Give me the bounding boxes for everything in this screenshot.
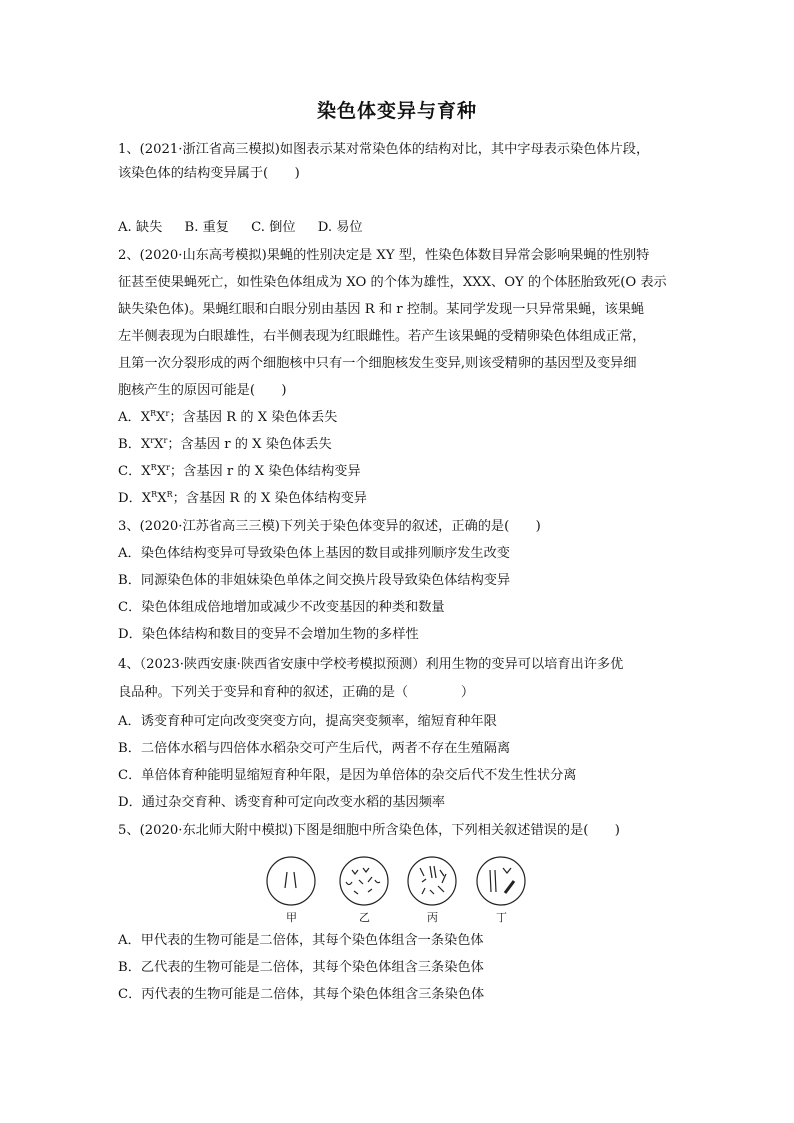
q2-stem-line-2: 征甚至使果蝇死亡，如性染色体组成为 XO 的个体为雄性，XXX、OY 的个体胚胎致死(O 表示	[118, 275, 667, 290]
q3-stem: 3、(2020·江苏省高三三模)下列关于染色体变异的叙述，正确的是( )	[118, 519, 541, 534]
cell-jia	[267, 857, 315, 905]
q2-option-b: B．$X^rX^r$；含基因 r 的 X 染色体丢失	[118, 436, 332, 452]
q2-stem-line-3: 缺失染色体)。果蝇红眼和白眼分别由基因 R 和 r 控制。某同学发现一只异常果蝇，该果蝇	[118, 302, 645, 317]
q5-option-a: A．甲代表的生物可能是二倍体，其每个染色体组含一条染色体	[118, 933, 484, 948]
chromosome-cells-figure	[262, 852, 532, 922]
q2-option-d: D．$X^RX^R$；含基因 R 的 X 染色体结构变异	[118, 490, 367, 506]
cell-bing	[408, 857, 456, 905]
caption-bing: 丙	[427, 911, 438, 924]
q1-option-d: D. 易位	[317, 220, 363, 235]
q4-option-c: C．单倍体育种能明显缩短育种年限，是因为单倍体的杂交后代不发生性状分离	[118, 768, 577, 783]
q1-option-a: A. 缺失	[118, 220, 163, 235]
caption-ding: 丁	[496, 911, 507, 924]
q2-stem-line-1: 2、(2020·山东高考模拟)果蝇的性别决定是 XY 型，性染色体数目异常会影响果蝇的性别特	[118, 248, 650, 263]
q3-option-d: D．染色体结构和数目的变异不会增加生物的多样性	[118, 627, 419, 642]
q1-option-b: B. 重复	[184, 220, 229, 235]
q5-option-c: C．丙代表的生物可能是二倍体，其每个染色体组含三条染色体	[118, 987, 485, 1002]
q2-stem-line-4: 左半侧表现为白眼雄性，右半侧表现为红眼雌性。若产生该果蝇的受精卵染色体组成正常，	[118, 329, 646, 344]
q3-option-a: A．染色体结构变异可导致染色体上基因的数目或排列顺序发生改变	[118, 546, 510, 561]
page-title: 染色体变异与育种	[316, 100, 477, 122]
q1-options	[118, 219, 678, 237]
q1-stem-line-1: 1、(2021·浙江省高三模拟)如图表示某对常染色体的结构对比，其中字母表示染色体片段，	[118, 142, 650, 157]
q1-stem-line-2: 该染色体的结构变异属于( )	[118, 166, 300, 181]
q4-stem-line-2: 良品种。下列关于变异和育种的叙述，正确的是（ ）	[118, 685, 475, 700]
q2-option-a: A．$X^RX^r$；含基因 R 的 X 染色体丢失	[118, 409, 338, 425]
cell-ding	[477, 857, 525, 905]
q4-stem-line-1: 4、（2023·陕西安康·陕西省安康中学校考模拟预测）利用生物的变异可以培育出许多优	[118, 657, 624, 672]
q5-stem: 5、(2020·东北师大附中模拟)下图是细胞中所含染色体，下列相关叙述错误的是( )	[118, 823, 620, 838]
q3-option-b: B．同源染色体的非姐妹染色单体之间交换片段导致染色体结构变异	[118, 573, 511, 588]
q3-option-c: C．染色体组成倍地增加或减少不改变基因的种类和数量	[118, 600, 445, 615]
caption-yi: 乙	[359, 911, 370, 924]
q4-option-a: A．诱变育种可定向改变突变方向，提高突变频率，缩短育种年限	[118, 714, 497, 729]
q4-option-b: B．二倍体水稻与四倍体水稻杂交可产生后代，两者不存在生殖隔离	[118, 741, 511, 756]
q1-option-c: C. 倒位	[251, 220, 296, 235]
cell-yi	[340, 857, 388, 905]
q2-stem-line-6: 胞核产生的原因可能是( )	[118, 383, 287, 398]
q5-option-b: B．乙代表的生物可能是二倍体，其每个染色体组含三条染色体	[118, 960, 484, 975]
caption-jia: 甲	[286, 911, 297, 924]
q2-option-c: C．$X^RX^r$；含基因 r 的 X 染色体结构变异	[118, 463, 361, 479]
q2-stem-line-5: 且第一次分裂形成的两个细胞核中只有一个细胞核发生变异,则该受精卵的基因型及变异细	[118, 356, 637, 371]
q4-option-d: D．通过杂交育种、诱变育种可定向改变水稻的基因频率	[118, 795, 446, 810]
